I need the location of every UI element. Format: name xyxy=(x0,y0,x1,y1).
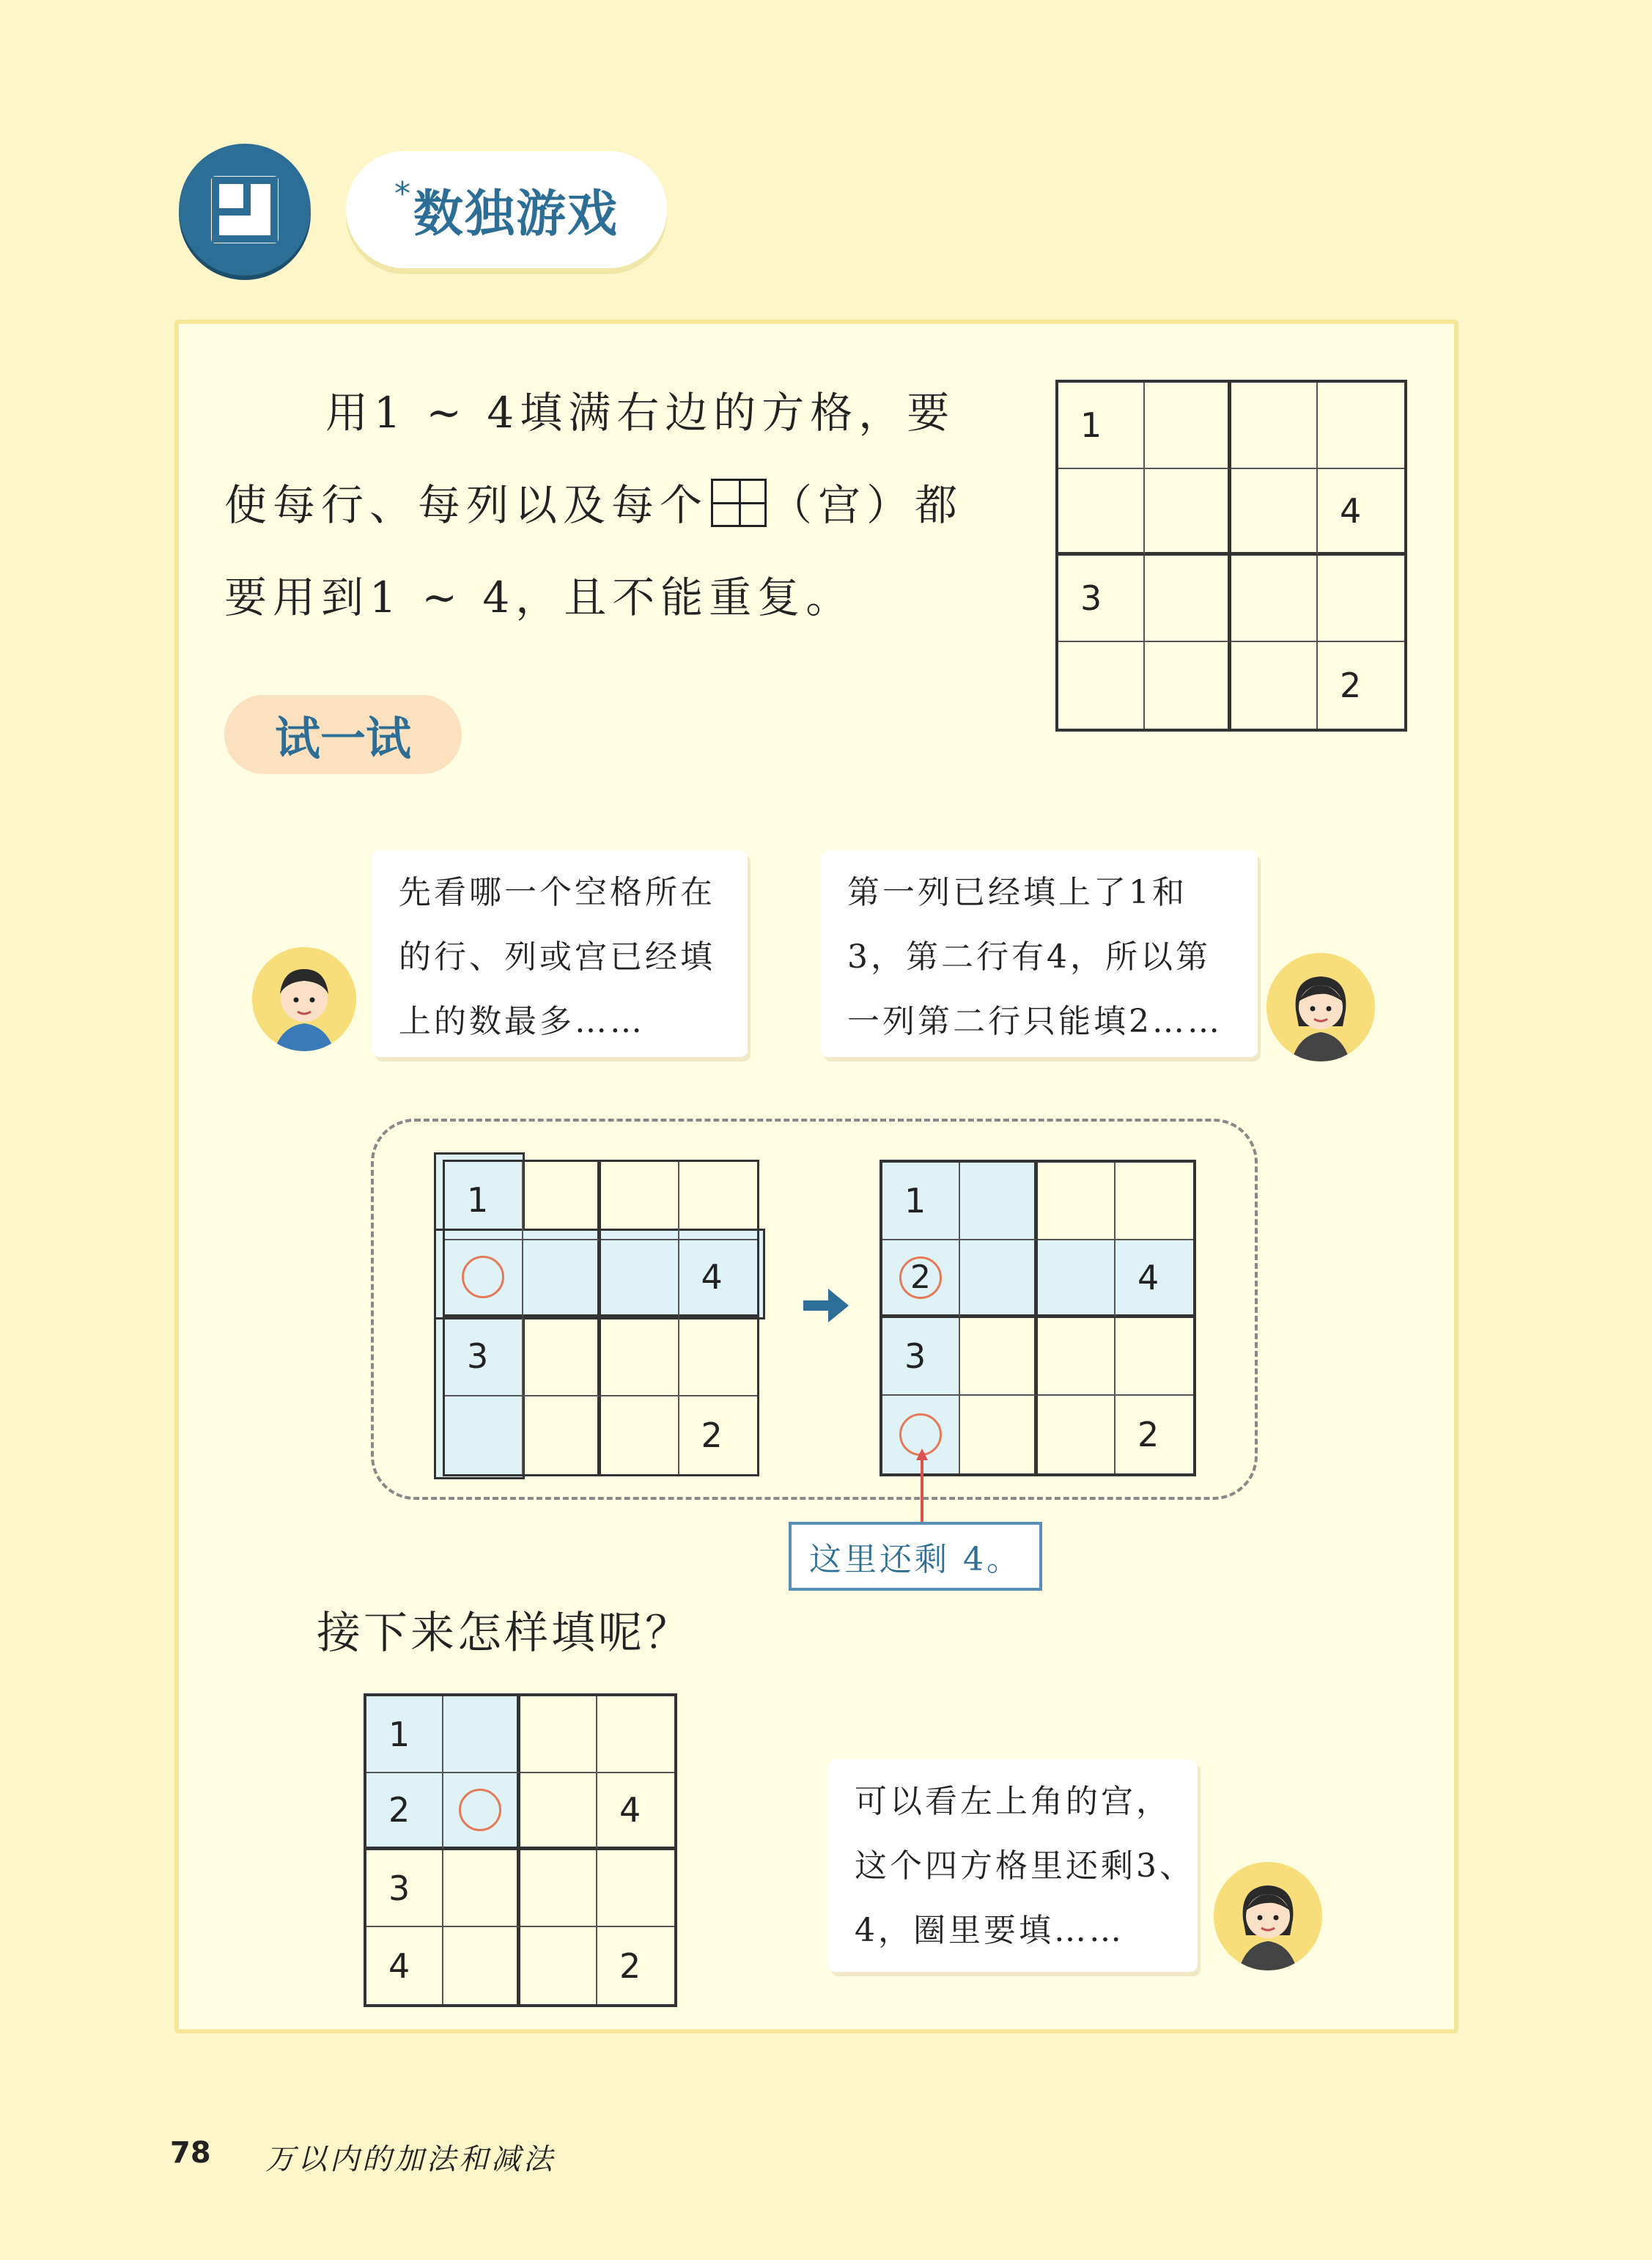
pointer-line xyxy=(915,1449,929,1522)
grid-cell xyxy=(520,1773,597,1850)
grid-cell: 3 xyxy=(1058,556,1145,642)
girl-avatar xyxy=(1266,953,1375,1061)
example-grid-step3 xyxy=(364,1693,677,2007)
grid-cell xyxy=(601,1240,679,1319)
grid-cell xyxy=(597,1850,674,1927)
title-text: 数独游戏 xyxy=(413,184,619,243)
grid-cell xyxy=(1231,383,1318,469)
intro-line-2 xyxy=(224,459,1016,551)
bubble-line: 3，第二行有4，所以第 xyxy=(847,938,1211,976)
grid-cell xyxy=(1231,642,1318,729)
grid-cell xyxy=(523,1396,602,1475)
grid-cell: 4 xyxy=(679,1240,758,1319)
box-grid-icon xyxy=(711,479,767,527)
example-grid-step1 xyxy=(443,1160,759,1476)
grid-cell xyxy=(960,1318,1038,1396)
grid-cell xyxy=(601,1318,679,1396)
grid-cell xyxy=(960,1163,1038,1240)
boy-avatar xyxy=(252,947,356,1051)
grid-cell xyxy=(443,1850,520,1927)
grid-cell xyxy=(601,1396,679,1475)
grid-cell xyxy=(1038,1396,1116,1473)
section-title xyxy=(346,151,667,268)
bubble-line: 一列第二行只能填2…… xyxy=(847,1003,1223,1040)
grid-cell xyxy=(679,1162,758,1240)
grid-cell: 2 xyxy=(701,1415,723,1455)
grid-cell: 2 xyxy=(1340,666,1362,705)
grid-cell: 1 xyxy=(445,1162,523,1240)
answer-circle: 2 xyxy=(899,1256,942,1299)
grid-cell: 2 xyxy=(619,1946,641,1986)
grid-cell xyxy=(1038,1240,1116,1318)
grid-cell xyxy=(601,1162,679,1240)
grid-cell xyxy=(1058,642,1145,729)
bubble-line: 4，圈里要填…… xyxy=(855,1912,1124,1949)
grid-cell xyxy=(1145,556,1231,642)
intro-paragraph xyxy=(224,367,1016,644)
answer-circle xyxy=(462,1256,504,1298)
four-square-icon xyxy=(211,176,279,243)
right-arrow-icon xyxy=(803,1287,849,1324)
grid-cell xyxy=(960,1240,1038,1318)
grid-cell xyxy=(443,1696,520,1773)
page-number: 78 xyxy=(170,2136,211,2170)
sudoku-puzzle-grid xyxy=(1055,380,1407,732)
grid-cell: 1 xyxy=(882,1163,960,1240)
example-grid-step2 xyxy=(880,1160,1196,1476)
grid-cell: 4 xyxy=(1318,469,1404,556)
grid-cell xyxy=(882,1240,960,1318)
hint-speech-bubble xyxy=(828,1759,1198,1972)
grid-cell xyxy=(960,1396,1038,1473)
grid-cell xyxy=(523,1162,602,1240)
grid-cell xyxy=(443,1773,520,1850)
remaining-note: 这里还剩 4。 xyxy=(789,1522,1042,1591)
bubble-line: 这个四方格里还剩3、 xyxy=(855,1847,1195,1885)
grid-cell xyxy=(1058,469,1145,556)
next-question: 接下来怎样填呢？ xyxy=(317,1608,692,1659)
grid-cell xyxy=(1318,556,1404,642)
grid-cell xyxy=(1038,1163,1116,1240)
answer-circle xyxy=(459,1789,501,1831)
grid-cell xyxy=(445,1396,523,1475)
bubble-line: 第一列已经填上了1和 xyxy=(847,874,1187,911)
grid-cell xyxy=(1116,1318,1193,1396)
grid-cell xyxy=(520,1696,597,1773)
chapter-title: 万以内的加法和减法 xyxy=(265,2143,556,2176)
grid-cell: 3 xyxy=(882,1318,960,1396)
try-label: 试一试 xyxy=(224,695,462,774)
grid-cell: 1 xyxy=(1058,383,1145,469)
grid-cell: 2 xyxy=(1137,1415,1159,1454)
grid-cell xyxy=(1231,556,1318,642)
grid-cell xyxy=(1145,642,1231,729)
grid-cell: 3 xyxy=(366,1850,443,1927)
grid-cell xyxy=(1038,1318,1116,1396)
grid-cell xyxy=(523,1240,602,1319)
grid-cell xyxy=(523,1318,602,1396)
grid-cell xyxy=(443,1927,520,2004)
intro-line-1: 用1 ~ 4填满右边的方格，要 xyxy=(325,388,956,438)
grid-cell xyxy=(1145,383,1231,469)
grid-cell xyxy=(679,1318,758,1396)
bubble-line: 的行、列或宫已经填 xyxy=(399,938,715,976)
intro-line-3: 要用到1 ~ 4，且不能重复。 xyxy=(224,573,855,622)
grid-cell: 4 xyxy=(597,1773,674,1850)
boy-speech-bubble xyxy=(372,850,748,1057)
grid-cell xyxy=(1145,469,1231,556)
grid-cell xyxy=(520,1850,597,1927)
bubble-line: 可以看左上角的宫， xyxy=(855,1783,1171,1820)
grid-cell xyxy=(1318,383,1404,469)
grid-cell: 1 xyxy=(366,1696,443,1773)
grid-cell xyxy=(445,1240,523,1319)
grid-cell xyxy=(1116,1163,1193,1240)
girl-avatar xyxy=(1214,1862,1322,1970)
grid-cell: 4 xyxy=(1116,1240,1193,1318)
grid-cell: 3 xyxy=(445,1318,523,1396)
grid-cell: 2 xyxy=(366,1773,443,1850)
grid-cell: 4 xyxy=(366,1927,443,2004)
section-badge xyxy=(179,144,311,276)
bubble-line: 先看哪一个空格所在 xyxy=(399,874,715,911)
girl-speech-bubble xyxy=(821,850,1258,1057)
title-asterisk: * xyxy=(394,174,410,213)
intro-line-2a: 使每行、每列以及每个 xyxy=(224,480,709,530)
grid-cell xyxy=(1231,469,1318,556)
intro-line-2b: （宫）都 xyxy=(770,480,964,530)
grid-cell xyxy=(520,1927,597,2004)
bubble-line: 上的数最多…… xyxy=(399,1003,645,1040)
grid-cell xyxy=(597,1696,674,1773)
